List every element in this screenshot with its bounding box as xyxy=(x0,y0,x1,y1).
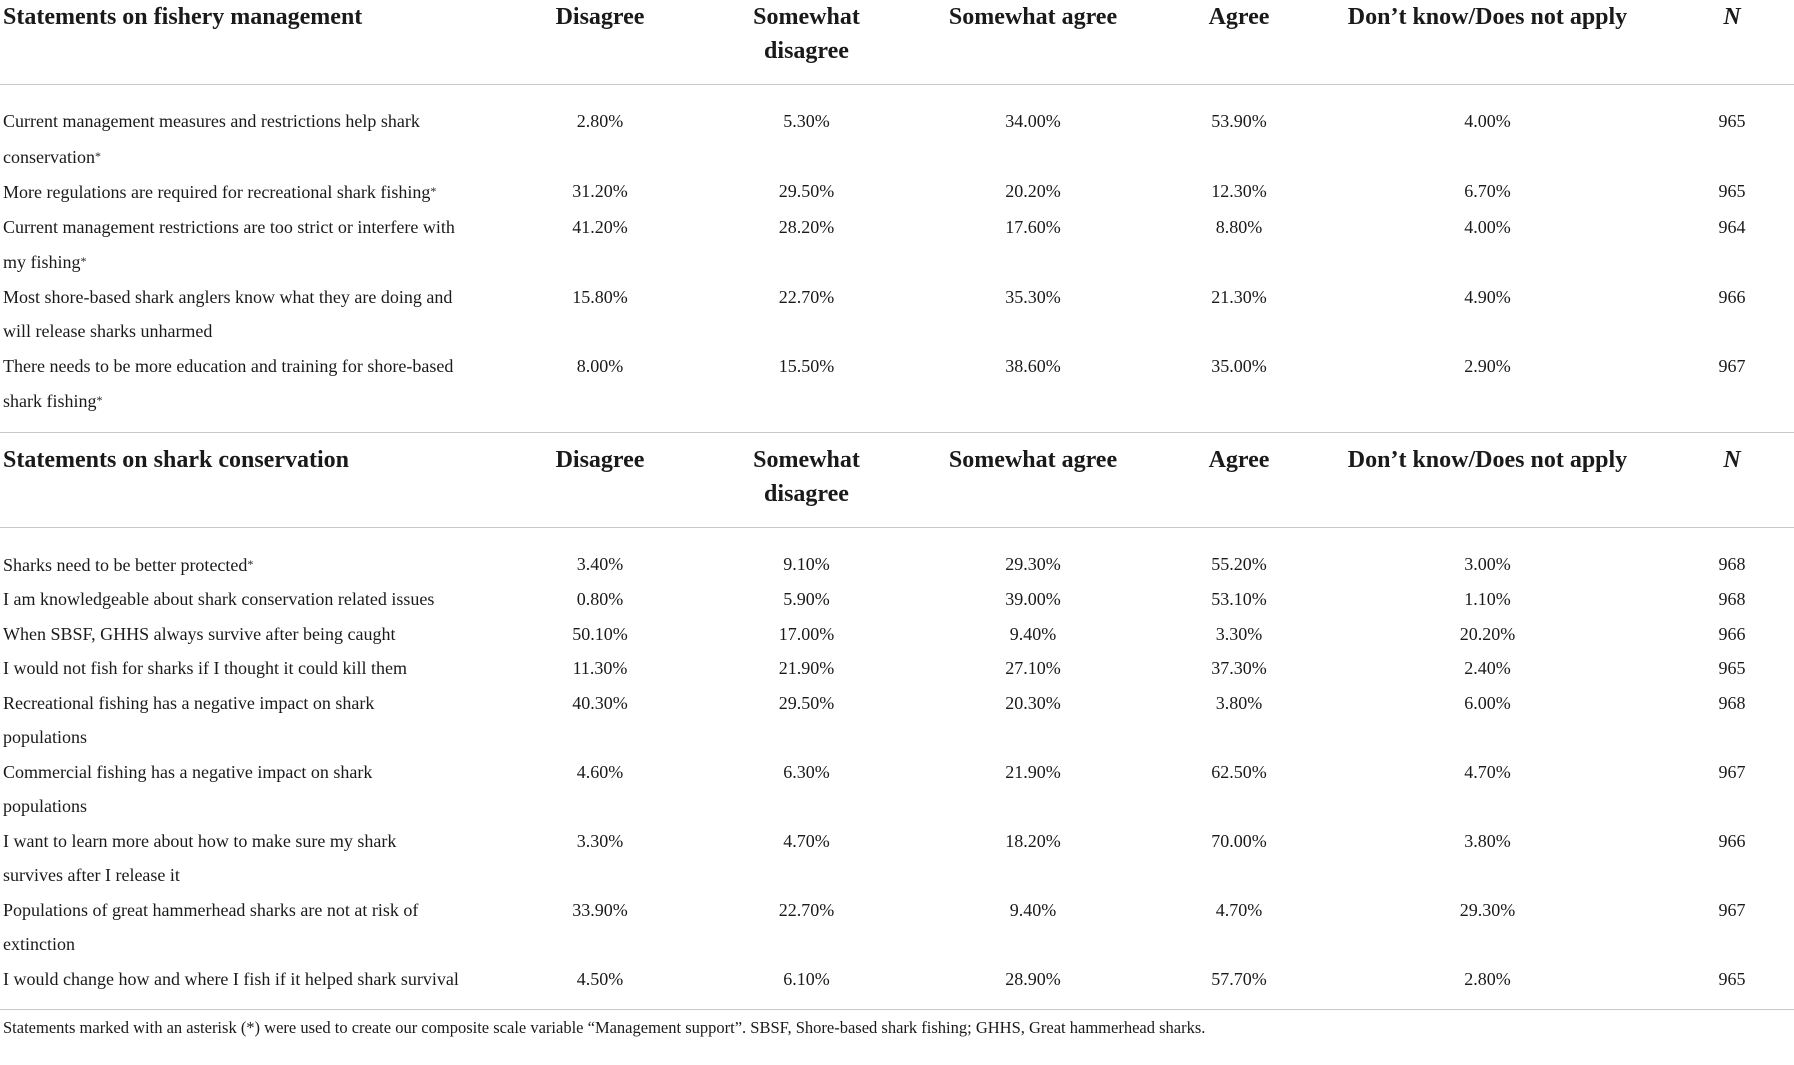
percent-cell: 3.80% xyxy=(1215,692,1263,713)
percent-cell: 40.30% xyxy=(572,692,628,713)
statement-cell: When SBSF, GHHS always survive after being caught xyxy=(3,623,396,644)
percent-cell: 21.90% xyxy=(778,658,835,678)
percent-cell: 21.90% xyxy=(1005,761,1061,782)
section-title: Statements on shark conservation xyxy=(3,446,349,473)
n-cell: 964 xyxy=(1718,216,1746,237)
percent-cell: 37.30% xyxy=(1211,658,1267,678)
percent-cell: 18.20% xyxy=(1005,830,1061,851)
percent-cell: 5.30% xyxy=(783,111,830,131)
table-row xyxy=(0,824,1794,893)
percent-cell: 1.10% xyxy=(1464,589,1511,609)
n-cell: 967 xyxy=(1718,899,1746,920)
column-header: Disagree xyxy=(555,4,645,30)
percent-cell: 4.70% xyxy=(1464,761,1511,782)
table-row xyxy=(0,85,1794,175)
statement-cell: More regulations are required for recreational shark fishing* xyxy=(3,182,437,202)
percent-cell: 28.90% xyxy=(1005,968,1061,989)
percent-cell: 29.50% xyxy=(778,692,835,713)
table-row xyxy=(0,893,1794,962)
percent-cell: 33.90% xyxy=(572,899,628,920)
percent-cell: 4.70% xyxy=(1215,899,1263,920)
n-cell: 967 xyxy=(1718,355,1746,376)
n-cell: 965 xyxy=(1718,181,1746,201)
section-header-row xyxy=(0,0,1794,85)
column-header: Don’t know/Does not apply xyxy=(1347,4,1628,30)
table-row xyxy=(0,686,1794,755)
n-cell: 967 xyxy=(1718,761,1746,782)
percent-cell: 6.00% xyxy=(1464,692,1511,713)
table-row xyxy=(0,527,1794,582)
percent-cell: 9.10% xyxy=(783,553,830,574)
percent-cell: 9.40% xyxy=(1009,899,1057,920)
percent-cell: 3.30% xyxy=(1215,623,1263,644)
percent-cell: 35.30% xyxy=(1005,286,1061,307)
percent-cell: 31.20% xyxy=(572,181,628,201)
percent-cell: 8.00% xyxy=(576,355,624,376)
percent-cell: 9.40% xyxy=(1009,623,1057,644)
percent-cell: 15.80% xyxy=(572,286,628,307)
percent-cell: 6.10% xyxy=(783,968,830,989)
percent-cell: 57.70% xyxy=(1211,968,1267,989)
statement-cell: I am knowledgeable about shark conservation related issues xyxy=(3,589,435,609)
section-title: Statements on fishery management xyxy=(3,4,363,30)
table-row xyxy=(0,210,1794,280)
column-header: Agree xyxy=(1208,446,1270,473)
n-cell: 965 xyxy=(1718,111,1746,131)
percent-cell: 17.00% xyxy=(778,623,835,644)
n-cell: 968 xyxy=(1718,553,1746,574)
table-row xyxy=(0,651,1794,686)
statement-cell: Current management measures and restrictions help shark conservation* xyxy=(3,111,420,167)
percent-cell: 21.30% xyxy=(1211,286,1267,307)
percent-cell: 4.70% xyxy=(783,830,830,851)
percent-cell: 2.40% xyxy=(1464,658,1511,678)
table-row xyxy=(0,280,1794,349)
n-cell: 965 xyxy=(1718,968,1746,989)
percent-cell: 0.80% xyxy=(576,589,624,609)
percent-cell: 4.00% xyxy=(1464,216,1511,237)
percent-cell: 8.80% xyxy=(1215,216,1263,237)
percent-cell: 38.60% xyxy=(1005,355,1061,376)
percent-cell: 3.80% xyxy=(1464,830,1511,851)
percent-cell: 62.50% xyxy=(1211,761,1267,782)
percent-cell: 4.60% xyxy=(576,761,624,782)
statement-cell: Recreational fishing has a negative impact on shark populations xyxy=(3,692,375,747)
percent-cell: 2.90% xyxy=(1464,355,1511,376)
percent-cell: 22.70% xyxy=(778,286,835,307)
percent-cell: 41.20% xyxy=(572,216,628,237)
column-header: Somewhat disagree xyxy=(753,4,860,64)
statement-cell: I want to learn more about how to make sure my shark survives after I release it xyxy=(3,830,397,885)
column-header: Somewhat disagree xyxy=(753,446,860,507)
table-row xyxy=(0,962,1794,1010)
percent-cell: 6.30% xyxy=(783,761,830,782)
percent-cell: 20.20% xyxy=(1459,623,1516,644)
statement-cell: Most shore-based shark anglers know what they are doing and will release sharks unharmed xyxy=(3,286,453,341)
percent-cell: 35.00% xyxy=(1211,355,1267,376)
statement-cell: I would change how and where I fish if it helped shark survival xyxy=(3,968,459,989)
n-cell: 968 xyxy=(1718,692,1746,713)
percent-cell: 20.20% xyxy=(1005,181,1061,201)
percent-cell: 34.00% xyxy=(1005,111,1061,131)
percent-cell: 20.30% xyxy=(1005,692,1061,713)
table-row xyxy=(0,755,1794,824)
table-row xyxy=(0,174,1794,210)
section-header-row xyxy=(0,432,1794,527)
statement-cell: I would not fish for sharks if I thought it could kill them xyxy=(3,658,407,678)
percent-cell: 70.00% xyxy=(1211,830,1267,851)
n-cell: 966 xyxy=(1718,286,1746,307)
column-header: N xyxy=(1723,4,1741,30)
statement-cell: Populations of great hammerhead sharks are not at risk of extinction xyxy=(3,899,419,954)
table-footnote: Statements marked with an asterisk (*) were used to create our composite scale variable “Management support”. SBSF, Shore-based shark fishing; GHHS, Great hammerhead sharks. xyxy=(3,1018,1206,1037)
statement-cell: Commercial fishing has a negative impact on shark populations xyxy=(3,761,373,816)
percent-cell: 53.90% xyxy=(1211,111,1267,131)
percent-cell: 4.90% xyxy=(1464,286,1511,307)
table-row xyxy=(0,617,1794,652)
n-cell: 966 xyxy=(1718,830,1746,851)
percent-cell: 3.00% xyxy=(1464,553,1511,574)
percent-cell: 3.30% xyxy=(576,830,624,851)
percent-cell: 27.10% xyxy=(1005,658,1061,678)
column-header: Agree xyxy=(1208,4,1270,30)
percent-cell: 29.30% xyxy=(1005,553,1061,574)
percent-cell: 6.70% xyxy=(1464,181,1511,201)
statement-cell: Sharks need to be better protected* xyxy=(3,554,254,575)
percent-cell: 15.50% xyxy=(778,355,835,376)
n-cell: 965 xyxy=(1718,658,1746,678)
percent-cell: 29.50% xyxy=(778,181,835,201)
percent-cell: 17.60% xyxy=(1005,216,1061,237)
percent-cell: 39.00% xyxy=(1005,589,1061,609)
percent-cell: 2.80% xyxy=(1464,968,1511,989)
percent-cell: 22.70% xyxy=(778,899,835,920)
table-row xyxy=(0,349,1794,433)
column-header: Somewhat agree xyxy=(948,4,1118,30)
percent-cell: 28.20% xyxy=(778,216,835,237)
percent-cell: 12.30% xyxy=(1211,181,1267,201)
percent-cell: 55.20% xyxy=(1211,553,1267,574)
percent-cell: 2.80% xyxy=(576,111,624,131)
n-cell: 966 xyxy=(1718,623,1746,644)
percent-cell: 29.30% xyxy=(1459,899,1516,920)
percent-cell: 50.10% xyxy=(572,623,628,644)
column-header: Don’t know/Does not apply xyxy=(1347,446,1628,473)
n-cell: 968 xyxy=(1718,589,1746,609)
percent-cell: 5.90% xyxy=(783,589,830,609)
percent-cell: 4.50% xyxy=(576,968,624,989)
percent-cell: 3.40% xyxy=(576,553,624,574)
statement-cell: Current management restrictions are too strict or interfere with my fishing* xyxy=(3,216,455,272)
percent-cell: 11.30% xyxy=(572,658,628,678)
column-header: Disagree xyxy=(555,446,645,473)
percent-cell: 53.10% xyxy=(1211,589,1267,609)
statement-cell: There needs to be more education and training for shore-based shark fishing* xyxy=(3,355,454,411)
column-header: N xyxy=(1723,446,1741,473)
percent-cell: 4.00% xyxy=(1464,111,1511,131)
table-row xyxy=(0,582,1794,617)
column-header: Somewhat agree xyxy=(948,446,1118,473)
